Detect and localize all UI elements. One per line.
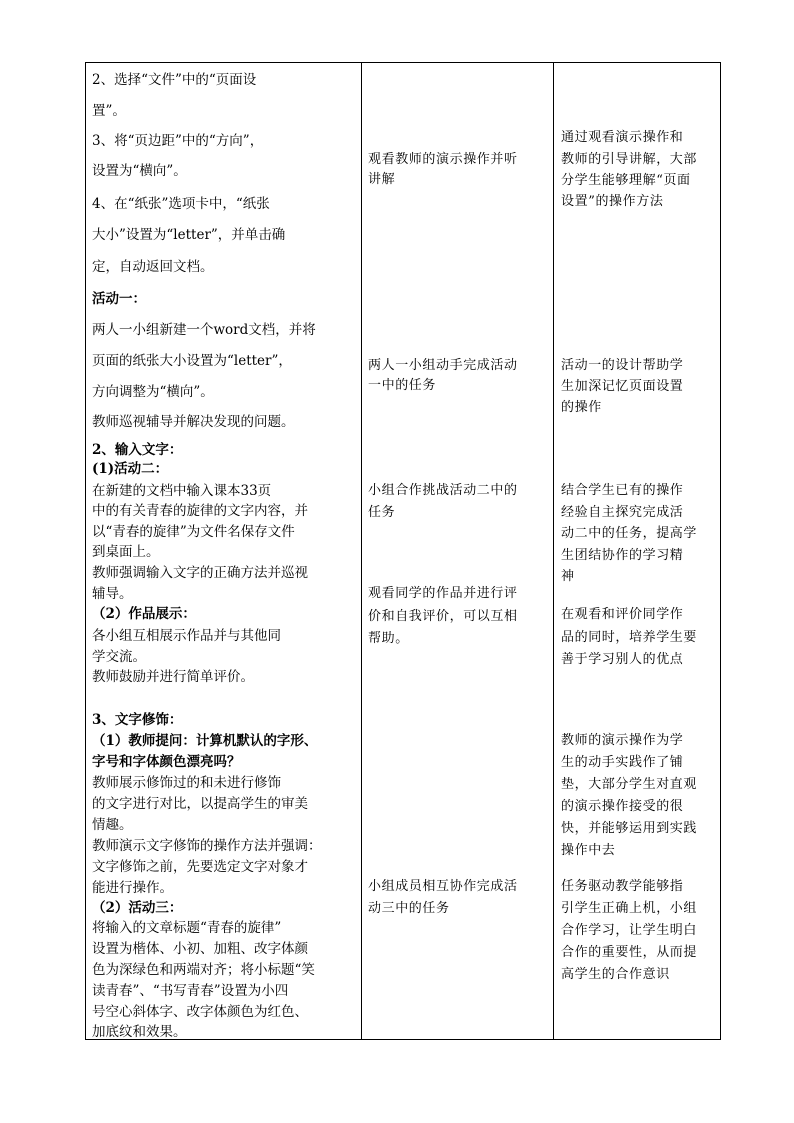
column-divider-2 [553,63,554,1039]
text-line: 加底纹和效果。 [92,1024,187,1040]
text-line: 教师巡视辅导并解决发现的问题。 [92,414,295,430]
design-intent-line: 分学生能够理解“页面 [561,173,691,188]
activity-3-heading: （2）活动三： [92,900,183,916]
text-line: 置”。 [92,103,126,119]
text-line: 2、选择“文件”中的“页面设 [92,72,257,88]
design-intent-line: 在观看和评价同学作 [561,607,684,622]
activity-2-heading: (1)活动二： [92,461,169,477]
text-line: 3、将“页边距”中的“方向”， [92,133,264,149]
design-intent-line: 活动一的设计帮助学 [561,358,684,373]
text-line: 色为深绿色和两端对齐；将小标题“笑 [92,962,315,978]
text-line: 学交流。 [92,649,146,665]
text-line: 在新建的文档中输入课本33页 [92,483,272,499]
design-intent-line: 教师的引导讲解，大部 [561,152,698,167]
design-intent-line: 善于学习别人的优点 [561,652,684,667]
student-activity-line: 任务 [368,505,396,520]
text-line: 的文字进行对比，以提高学生的审美 [92,796,308,812]
design-intent-line: 任务驱动教学能够指 [561,879,684,894]
question-line: 字号和字体颜色漂亮吗？ [92,754,241,770]
student-activity-line: 两人一小组动手完成活动 [368,358,518,373]
design-intent-line: 合作学习，让学生明白 [561,923,698,938]
text-line: 页面的纸张大小设置为“letter”， [92,353,292,369]
design-intent-line: 快，并能够运用到实践 [561,821,698,836]
text-line: 读青春”、“书写青春”设置为小四 [92,983,289,999]
design-intent-line: 的演示操作接受的很 [561,799,684,814]
design-intent-line: 生团结协作的学习精 [561,548,684,563]
design-intent-line: 合作的重要性，从而提 [561,945,698,960]
design-intent-line: 高学生的合作意识 [561,967,670,982]
text-line: 文字修饰之前，先要选定文字对象才 [92,859,308,875]
text-line: 大小”设置为“letter”，并单击确 [92,227,286,243]
text-line: 能进行操作。 [92,880,173,896]
text-line: 将输入的文章标题“青春的旋律” [92,920,282,936]
section-3-heading: 3、文字修饰： [92,712,183,728]
question-line: （1）教师提问：计算机默认的字形、 [92,733,318,749]
design-intent-line: 设置”的操作方法 [561,194,664,209]
text-line: 教师鼓励并进行简单评价。 [92,669,254,685]
design-intent-line: 经验自主探究完成活 [561,505,684,520]
student-activity-line: 小组成员相互协作完成活 [368,879,518,894]
section-2-heading: 2、输入文字： [92,442,183,458]
text-line: 以“青春的旋律”为文件名保存文件 [92,524,295,540]
text-line: 方向调整为“横向”。 [92,384,214,400]
text-line: 两人一小组新建一个word文档，并将 [92,322,316,338]
student-activity-line: 讲解 [368,172,396,187]
text-line: 设置为楷体、小初、加粗、改字体颜 [92,941,308,957]
design-intent-line: 品的同时，培养学生要 [561,630,698,645]
design-intent-line: 生加深记忆页面设置 [561,379,684,394]
text-line: 教师展示修饰过的和未进行修饰 [92,775,281,791]
work-show-heading: （2）作品展示： [92,606,196,622]
student-activity-line: 价和自我评价，可以互相 [368,609,518,624]
design-intent-line: 操作中去 [561,843,616,858]
text-line: 各小组互相展示作品并与其他同 [92,628,281,644]
text-line: 中的有关青春的旋律的文字内容，并 [92,503,308,519]
design-intent-line: 引学生正确上机，小组 [561,901,698,916]
text-line: 教师强调输入文字的正确方法并巡视 [92,565,308,581]
design-intent-line: 的操作 [561,400,602,415]
design-intent-line: 垫，大部分学生对直观 [561,777,698,792]
text-line: 定，自动返回文档。 [92,259,214,275]
text-line: 设置为“横向”。 [92,163,187,179]
student-activity-line: 小组合作挑战活动二中的 [368,483,518,498]
student-activity-line: 观看同学的作品并进行评 [368,586,518,601]
design-intent-line: 结合学生已有的操作 [561,483,684,498]
design-intent-line: 生的动手实践作了铺 [561,755,684,770]
student-activity-line: 一中的任务 [368,378,437,393]
text-line: 号空心斜体字、改字体颜色为红色、 [92,1004,308,1020]
text-line: 到桌面上。 [92,544,160,560]
text-line: 教师演示文字修饰的操作方法并强调： [92,838,322,854]
text-line: 辅导。 [92,586,133,602]
text-line: 4、在“纸张”选项卡中，“纸张 [92,196,270,212]
text-line: 情趣。 [92,817,133,833]
student-activity-line: 帮助。 [368,631,409,646]
activity-1-heading: 活动一： [92,291,146,307]
column-divider-1 [361,63,362,1039]
design-intent-line: 教师的演示操作为学 [561,733,684,748]
design-intent-line: 动二中的任务，提高学 [561,526,698,541]
student-activity-line: 动三中的任务 [368,901,450,916]
student-activity-line: 观看教师的演示操作并听 [368,152,518,167]
design-intent-line: 神 [561,569,575,584]
design-intent-line: 通过观看演示操作和 [561,130,684,145]
